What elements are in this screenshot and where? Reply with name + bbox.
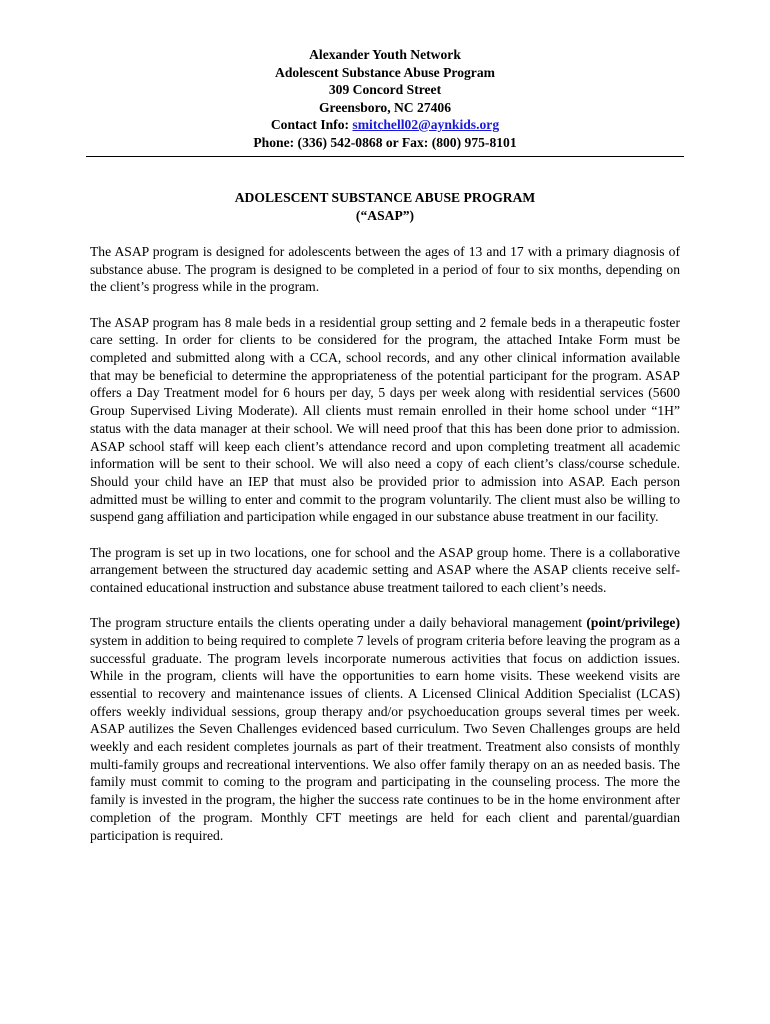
paragraph-structure-bold: (point/privilege) (586, 615, 680, 631)
paragraph-locations: The program is set up in two locations, one for school and the ASAP group home. There is a collaborative arrangement between the structured day academic setting and ASAP where the ASAP clients receive self-contained educational instruction and substance abuse treatment tailored to each client’s needs. (90, 544, 680, 595)
contact-email-link[interactable]: smitchell02@aynkids.org (352, 117, 500, 132)
paragraph-structure-rest: system in addition to being required to complete 7 levels of program criteria before leaving the program as a successful graduate. The program levels incorporate numerous activities that focus on addiction issues. While in the program, clients will have the opportunities to earn home visits. These weekend visits are essential to recovery and maintenance issues of clients. A Licensed Clinical Addition Specialist (LCAS) offers weekly individual sessions, group therapy and/or psychoeducation groups several times per week. ASAP autilizes the Seven Challenges evidenced based curriculum. Two Seven Challenges groups are held weekly and each resident completes journals as part of their treatment. Treatment also consists of monthly multi-family groups and recreational interventions. We also offer family therapy on an as needed basis. The family must commit to coming to the program and participating in the counseling process. The more the family is invested in the program, the higher the success rate continues to be in the home environment after completion of the program. Monthly CFT meetings are held for each client and parental/guardian participation is required. (90, 632, 680, 843)
program-name: Adolescent Substance Abuse Program (275, 64, 495, 80)
paragraph-structure-start: The program structure entails the clients operating under a daily behavioral management (90, 615, 587, 631)
contact-label: Contact Info: (270, 117, 353, 132)
phone-fax-line: Phone: (336) 542-0868 or Fax: (800) 975-8101 (253, 134, 517, 150)
document-body (90, 243, 680, 862)
organization-name: Alexander Youth Network (309, 47, 461, 62)
street-address: 309 Concord Street (328, 82, 442, 97)
letterhead (86, 46, 684, 151)
title-line-1: ADOLESCENT SUBSTANCE ABUSE PROGRAM (234, 190, 536, 205)
paragraph-structure (90, 614, 680, 844)
contact-info-line (86, 116, 684, 134)
paragraph-overview: The ASAP program is designed for adolescents between the ages of 13 and 17 with a primary diagnosis of substance abuse. The program is designed to be completed in a period of four to six months, depending on the client’s progress while in the program. (90, 244, 680, 295)
title-line-2: (“ASAP”) (355, 207, 415, 223)
paragraph-admission: The ASAP program has 8 male beds in a residential group setting and 2 female beds in a therapeutic foster care setting. In order for clients to be considered for the program, the attached Intake Form must be completed and submitted along with a CCA, school records, and any other clinical information available that may be beneficial to determine the appropriateness of the potential participant for the program. ASAP offers a Day Treatment model for 6 hours per day, 5 days per week along with residential services (5600 Group Supervised Living Moderate). All clients must remain enrolled in their home school under “1H” status with the data manager at their school. We will need proof that this has been done prior to admission. ASAP school staff will keep each client’s attendance record and upon completing treatment all academic information will be sent to their school. We will also need a copy of each client’s class/course schedule. Should your child have an IEP that must also be provided prior to admission into ASAP. Each person admitted must be willing to enter and commit to the program voluntarily. The client must also be willing to suspend gang affiliation and participation while engaged in our substance abuse treatment in our facility. (90, 314, 680, 525)
header-divider (86, 156, 684, 157)
city-state-zip: Greensboro, NC 27406 (318, 99, 452, 115)
document-title (86, 189, 684, 224)
